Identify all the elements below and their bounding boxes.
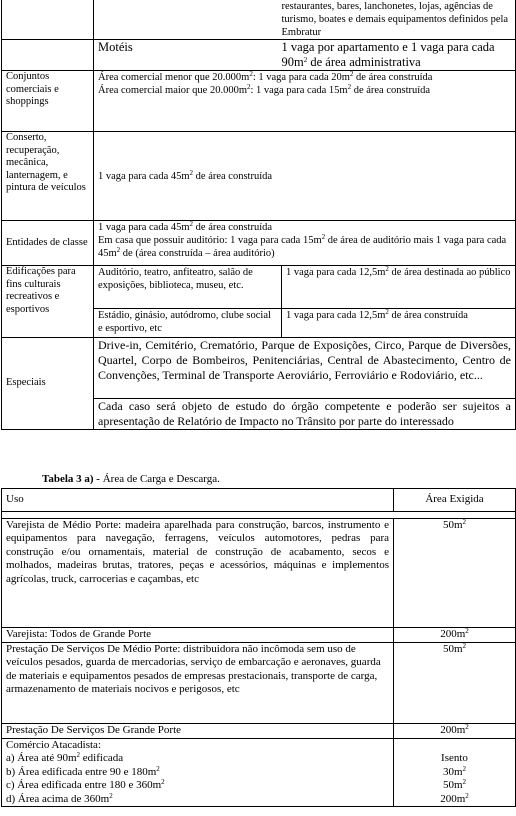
motels-label: Motéis [94,40,282,71]
requirement-cell: 1 vaga para cada $12,5m^2$ de área destinada ao público [282,266,516,309]
parking-table [1,0,516,430]
use-cell: Varejista de Médio Porte: madeira aparelhada para construção, barcos, instrumento e equipamentos para navegação, ferragens, veículos automotores, pedras para construção e/ou ornamentais, material de construção de acabamento, secos e molhados, madeiras brutas, tratores, peças e acessórios, máquinas e implementos agrícolas, truck, carrocerias e caçambas, etc [2,519,394,628]
area-cell: $200m^2$ [394,628,516,643]
wholesale-area: $50m^2$ [442,778,467,792]
requirement-line: Área comercial maior que $20.000m^2$: 1 vaga para cada $15m^2$ de área construída [98,83,431,96]
area-cell: $50m^2$ [394,519,516,628]
wholesale-area: $200m^2$ [440,791,469,805]
area-cell [394,739,516,807]
use-cell: Prestação De Serviços De Grande Porte [2,724,394,739]
table-row [2,132,516,221]
requirement-cell: 1 vaga por apartamento e 1 vaga para cada $90m^2$ de área administrativa [282,40,516,71]
spacer-cell [2,512,394,519]
table-row [2,739,516,807]
wholesale-item: c) Área edificada entre 180 e $360m^2$ [6,778,165,792]
table-row [2,221,516,266]
table-row [2,519,516,628]
area-cell: $50m^2$ [394,643,516,724]
category-cell: Conjuntos comerciais e shoppings [2,71,94,132]
table-row [2,512,516,519]
wholesale-area: $30m^2$ [442,764,467,778]
venue-cell: Auditório, teatro, anfiteatro, salão de exposições, biblioteca, museu, etc. [94,266,282,309]
table-row [2,40,516,71]
requirement-line: 1 vaga para cada $45m^2$ de área construída [98,220,273,233]
spacer-cell [394,512,516,519]
table-row [2,628,516,643]
table-row [2,338,516,399]
wholesale-area: Isento [441,752,468,765]
category-cell: Entidades de classe [2,221,94,266]
category-cell: Conserto, recuperação, mecânica, lanternagem, e pintura de veículos [2,132,94,221]
wholesale-item: d) Área acima de $360m^2$ [6,791,113,805]
requirement-text: restaurantes, bares, lanchonetes, lojas, agências de turismo, boates e demais equipamentos definidos pela Embratur [281,1,509,38]
wholesale-item: a) Área até $90m^2$ edificada [6,751,124,765]
table-row [2,71,516,132]
requirement-cell: 1 vaga para cada $12,5m^2$ de área construída [282,309,516,338]
category-cell [2,40,94,71]
table-row [2,266,516,309]
requirement-line: Em casa que possuir auditório: 1 vaga para cada $15m^2$ de área de auditório mais 1 vaga para cada $45m^2$ de (área construída – área auditório) [98,233,507,259]
table-row [2,643,516,724]
venue-cell: Estádio, ginásio, autódromo, clube social e esportivo, etc [94,309,282,338]
category-cell: Edificações para fins culturais recreativos e esportivos [2,266,94,338]
header-area: Área Exigida [394,489,516,512]
use-cell [2,739,394,807]
category-cell [2,0,94,40]
table-row [2,724,516,739]
requirement-cell: 1 vaga para cada $45m^2$ de área construída [94,132,516,221]
loading-table [1,488,516,807]
area-cell: $200m^2$ [394,724,516,739]
requirement-line: Área comercial menor que $20.000m^2$: 1 vaga para cada $20m^2$ de área construída [98,70,433,83]
empty-cell [94,0,282,40]
use-cell: Varejista: Todos de Grande Porte [2,628,394,643]
requirement-cell: Cada caso será objeto de estudo do órgão competente e poderão ser sujeitos a apresentação de Relatório de Impacto no Trânsito por parte do interessado [94,399,516,430]
table-header [2,489,516,512]
header-use: Uso [2,489,394,512]
use-cell: Prestação De Serviços De Médio Porte: distribuidora não incômoda sem uso de veículos pesados, guarda de mercadorias, serviço de embarcação e aeronaves, guarda de materiais e equipamentos pesados de empresas prestacionais, transporte de carga, armazenamento de materiais nocivos e perigosos, etc [2,643,394,724]
table-row [2,0,516,40]
category-cell: Especiais [2,338,94,430]
requirement-cell [94,71,516,132]
requirement-cell [94,221,516,266]
requirement-cell [282,0,516,40]
requirement-cell: Drive-in, Cemitério, Crematório, Parque de Exposições, Circo, Parque de Diversões, Quartel, Corpo de Bombeiros, Penitenciárias, Central de Abastecimento, Centro de Convenções, Terminal de Transporte Aeroviário, Ferroviário e Rodoviário, etc... [94,338,516,399]
wholesale-item: b) Área edificada entre 90 e $180m^2$ [6,764,160,778]
wholesale-heading: Comércio Atacadista: [6,739,101,751]
table-title: Tabela 3 a) - Área de Carga e Descarga. [42,473,220,485]
